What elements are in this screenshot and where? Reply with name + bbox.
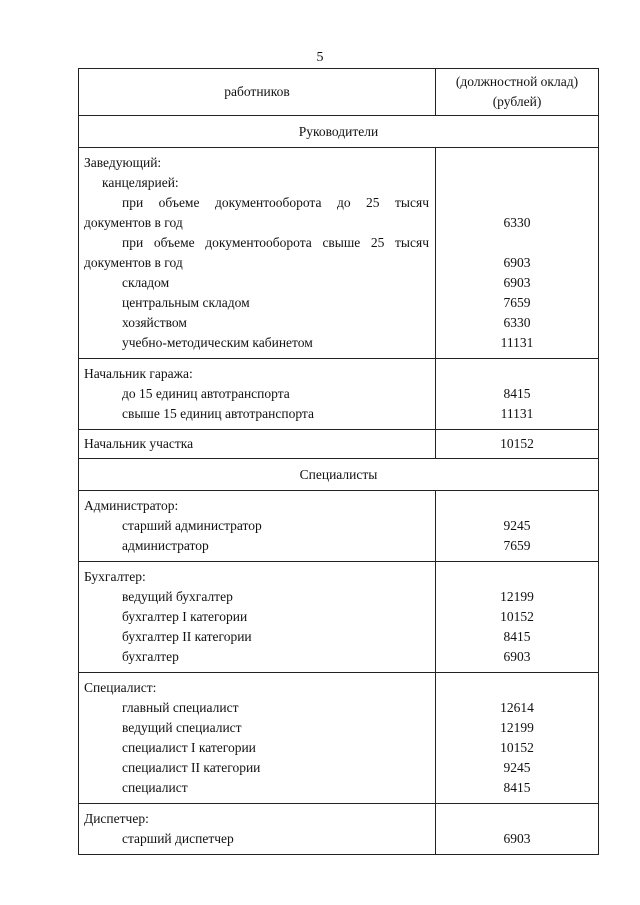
group-row-head — [79, 148, 599, 359]
salary-value: 10152 — [500, 609, 534, 624]
salary-value: 6903 — [503, 255, 531, 270]
position-label: ведущий бухгалтер — [122, 589, 233, 604]
group-values-admin — [436, 491, 599, 562]
salary-value: 8415 — [503, 629, 531, 644]
salary-value: 12199 — [500, 720, 534, 735]
table-header-row — [79, 69, 599, 116]
position-label: документов в год — [84, 215, 183, 230]
salary-value: 9245 — [503, 518, 531, 533]
group-values-specialist — [436, 673, 599, 804]
position-label: учебно-методическим кабинетом — [122, 335, 313, 350]
group-row-accountant — [79, 562, 599, 673]
header-salary-line1: (должностной оклад) — [455, 74, 579, 89]
group-row-garage — [79, 359, 599, 430]
position-label: специалист — [122, 780, 188, 795]
position-label: специалист II категории — [122, 760, 261, 775]
header-col-positions: работников — [79, 69, 436, 116]
group-names-admin — [79, 491, 436, 562]
group-values-accountant — [436, 562, 599, 673]
position-label: администратор — [122, 538, 209, 553]
page-number: 5 — [316, 50, 324, 65]
salary-value: 9245 — [503, 760, 531, 775]
position-label: центральным складом — [122, 295, 250, 310]
position-label: при объеме документооборота до 25 тысяч — [122, 195, 429, 210]
position-label: хозяйством — [122, 315, 187, 330]
salary-value: 6330 — [503, 215, 531, 230]
group-values-garage — [436, 359, 599, 430]
group-names-specialist — [79, 673, 436, 804]
position-label: старший диспетчер — [122, 831, 234, 846]
position-label: главный специалист — [122, 700, 239, 715]
salary-table — [78, 68, 599, 855]
salary-value: 8415 — [503, 780, 531, 795]
position-label: при объеме документооборота свыше 25 тысяч — [122, 235, 429, 250]
position-label: бухгалтер II категории — [122, 629, 252, 644]
header-salary-line2: (рублей) — [492, 94, 542, 109]
salary-value: 12199 — [500, 589, 534, 604]
position-label: специалист I категории — [122, 740, 256, 755]
salary-value: 11131 — [500, 406, 534, 421]
position-label: документов в год — [84, 255, 183, 270]
group-title: Начальник гаража: — [84, 366, 193, 381]
header-col-salary — [436, 69, 599, 116]
group-names-dispatcher — [79, 804, 436, 855]
salary-value: 10152 — [500, 740, 534, 755]
group-values-head — [436, 148, 599, 359]
group-title: Заведующий: — [84, 155, 162, 170]
group-title: Специалист: — [84, 680, 157, 695]
salary-value: 10152 — [436, 430, 599, 459]
position-label: ведущий специалист — [122, 720, 242, 735]
group-values-dispatcher — [436, 804, 599, 855]
position-label: складом — [122, 275, 170, 290]
salary-value: 6903 — [503, 649, 531, 664]
group-title: Администратор: — [84, 498, 179, 513]
section-title-managers: Руководители — [79, 116, 599, 148]
salary-value: 8415 — [503, 386, 531, 401]
salary-value: 6903 — [503, 275, 531, 290]
section-row-specialists — [79, 459, 599, 491]
salary-value: 12614 — [500, 700, 534, 715]
group-row-admin — [79, 491, 599, 562]
position-label: до 15 единиц автотранспорта — [122, 386, 290, 401]
position-label: старший администратор — [122, 518, 262, 533]
group-row-dispatcher — [79, 804, 599, 855]
group-title: Бухгалтер: — [84, 569, 146, 584]
salary-value: 7659 — [503, 295, 531, 310]
group-names-head — [79, 148, 436, 359]
group-names-garage — [79, 359, 436, 430]
group-title: Диспетчер: — [84, 811, 149, 826]
salary-value: 11131 — [500, 335, 534, 350]
salary-value: 6330 — [503, 315, 531, 330]
group-subtitle: канцелярией: — [102, 175, 179, 190]
section-row-managers — [79, 116, 599, 148]
group-names-accountant — [79, 562, 436, 673]
position-label: бухгалтер I категории — [122, 609, 248, 624]
salary-value: 7659 — [503, 538, 531, 553]
position-label: бухгалтер — [122, 649, 179, 664]
section-title-specialists: Специалисты — [79, 459, 599, 491]
group-row-specialist — [79, 673, 599, 804]
position-label: свыше 15 единиц автотранспорта — [122, 406, 314, 421]
position-label: Начальник участка — [79, 430, 436, 459]
salary-value: 6903 — [503, 831, 531, 846]
row-site-head — [79, 430, 599, 459]
